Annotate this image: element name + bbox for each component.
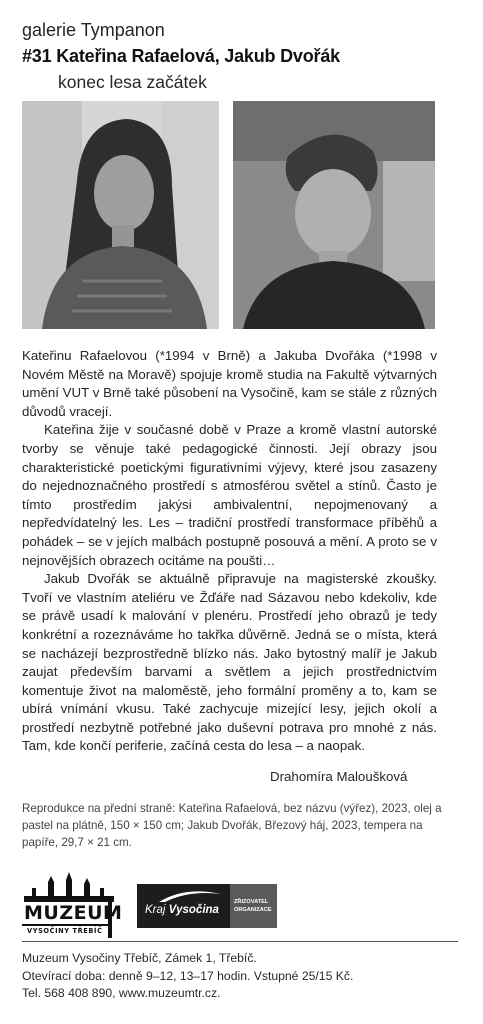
exhibition-title: #31 Kateřina Rafaelová, Jakub Dvořák	[22, 46, 340, 66]
gallery-name: galerie Tympanon	[22, 20, 165, 40]
footer-divider	[22, 941, 458, 942]
footer-contact	[22, 950, 353, 1003]
kraj-logo-text-a: Kraj	[145, 904, 169, 916]
swoosh-icon	[155, 888, 225, 904]
exhibition-subtitle: konec lesa začátek	[58, 72, 207, 92]
article-body	[22, 347, 437, 756]
museum-vysociny-logo	[22, 866, 122, 938]
footer-address: Muzeum Vysočiny Třebíč, Zámek 1, Třebíč.	[22, 951, 257, 965]
museum-logo-text: MUZEUM	[24, 902, 123, 924]
footer-opening-hours: Otevírací doba: denně 9–12, 13–17 hodin. Vstupné 25/15 Kč.	[22, 968, 354, 983]
author-signature: Drahomíra Maloušková	[270, 769, 408, 784]
kraj-logo-text	[145, 904, 219, 916]
portrait-photo-katerina	[22, 101, 219, 329]
museum-logo-subtext: VYSOČINY TŘEBÍČ	[27, 927, 103, 935]
kraj-logo-text-b: Vysočina	[168, 904, 219, 916]
article-paragraph: Jakub Dvořák se aktuálně připravuje na magisterské zkoušky. Tvoří ve vlastním ateliéru ve Žďáře nad Sázavou nebo kdekoliv, kde se právě usadí k malování v plenéru. Prostředí jeho obrazů je tedy konkrétní a rozeznáváme ho takřka důvěrně. Jedná se o místa, která se nacházejí bezprostředně blízko nás. Jako bytostný malíř je Jakub zaujat především barvami a světlem a jejich prostřednictvím komentuje život na maloměstě, jeho formální proměny a to, kam se ubírá vnímání vkusu. Také zachycuje mizející lesy, jejich okolí a prostředí nezbytně potřebné jako duševní potrava pro mnohé z nás. Tam, kde končí periferie, začíná cesta do lesa – a naopak.	[22, 571, 437, 754]
reproduction-caption: Reprodukce na přední straně: Kateřina Rafaelová, bez názvu (výřez), 2023, olej a pastel na plátně, 150 × 150 cm; Jakub Dvořák, Březový háj, 2023, tempera na papíře, 29,7 × 21 cm.	[22, 802, 442, 849]
portrait-photo-jakub	[233, 101, 435, 329]
founder-badge	[230, 884, 277, 928]
footer-phone-web: Tel. 568 408 890, www.muzeumtr.cz.	[22, 986, 221, 1001]
founder-badge-line2: ORGANIZACE	[234, 907, 272, 913]
kraj-vysocina-logo	[137, 884, 277, 928]
article-paragraph: Kateřina žije v současné době v Praze a kromě vlastní autorské tvorby se věnuje také pedagogické činnosti. Její obrazy jsou charakteristické poetickými figurativními výjevy, které jsou zasazeny do nejednoznačného prostředí s atmosférou světel a stínů. Často je tímto prostředím jakýsi ambivalentní, nepojmenovaný a nepředvídatelný les. Les – tradiční prostředí transformace příběhů a pohádek – se v jejích malbách postupně posouvá a mění. A proto se v nejnovějších obrazech ocitáme na poušti…	[22, 422, 437, 568]
article-paragraph: Kateřinu Rafaelovou (*1994 v Brně) a Jakuba Dvořáka (*1998 v Novém Městě na Moravě) spojuje kromě studia na Fakultě výtvarných umění VUT v Brně také působení na Vysočině, kam se stále z různých důvodů vracejí.	[22, 348, 437, 419]
founder-badge-line1: ZŘIZOVATEL	[234, 899, 269, 905]
